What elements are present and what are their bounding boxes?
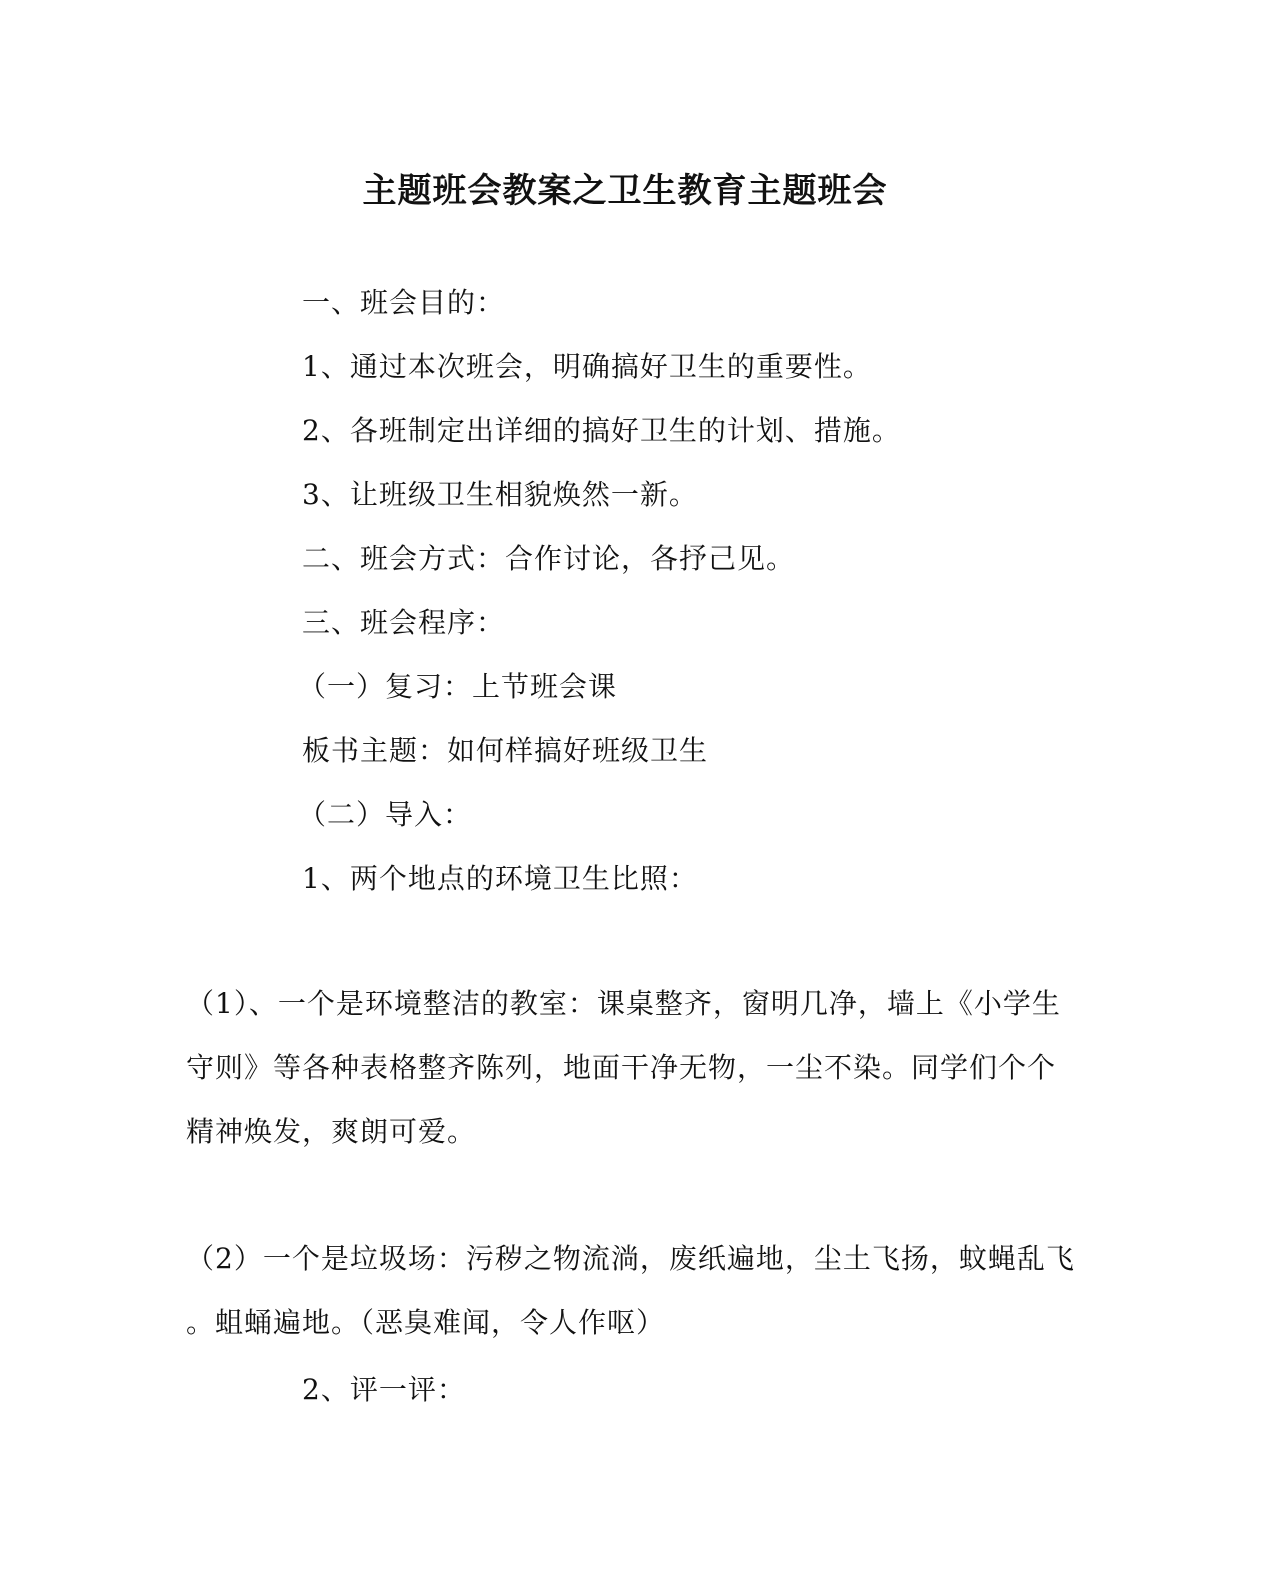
section-heading-purpose: 一、班会目的：: [302, 286, 506, 319]
section-heading-method: 二、班会方式：合作讨论，各抒己见。: [302, 542, 796, 575]
purpose-item-3: 3、让班级卫生相貌焕然一新。: [302, 478, 698, 511]
paragraph-classroom: [186, 972, 1066, 1164]
section-heading-procedure: 三、班会程序：: [302, 606, 506, 639]
procedure-step-review: （一）复习：上节班会课: [298, 670, 618, 703]
purpose-item-1: 1、通过本次班会，明确搞好卫生的重要性。: [302, 350, 872, 383]
paragraph-garbage: [186, 1227, 1075, 1355]
paragraph-classroom-line: （1）、一个是环境整洁的教室：课桌整齐，窗明几净，墙上《小学生: [186, 987, 1061, 1020]
comparison-heading: 1、两个地点的环境卫生比照：: [302, 862, 698, 895]
evaluate-heading: 2、评一评：: [302, 1373, 466, 1406]
blackboard-topic: 板书主题：如何样搞好班级卫生: [302, 734, 709, 767]
purpose-item-2: 2、各班制定出详细的搞好卫生的计划、措施。: [302, 414, 901, 447]
paragraph-classroom-line: 守则》等各种表格整齐陈列，地面干净无物，一尘不染。同学们个个: [186, 1051, 1057, 1084]
document-title: 主题班会教案之卫生教育主题班会: [362, 171, 888, 211]
paragraph-garbage-line: 。蛆蛹遍地。（恶臭难闻，令人作呕）: [186, 1306, 666, 1339]
paragraph-classroom-line: 精神焕发，爽朗可爱。: [186, 1115, 477, 1148]
paragraph-garbage-line: （2）一个是垃圾场：污秽之物流淌，废纸遍地，尘土飞扬，蚊蝇乱飞: [186, 1242, 1075, 1275]
procedure-step-intro: （二）导入：: [298, 798, 473, 831]
